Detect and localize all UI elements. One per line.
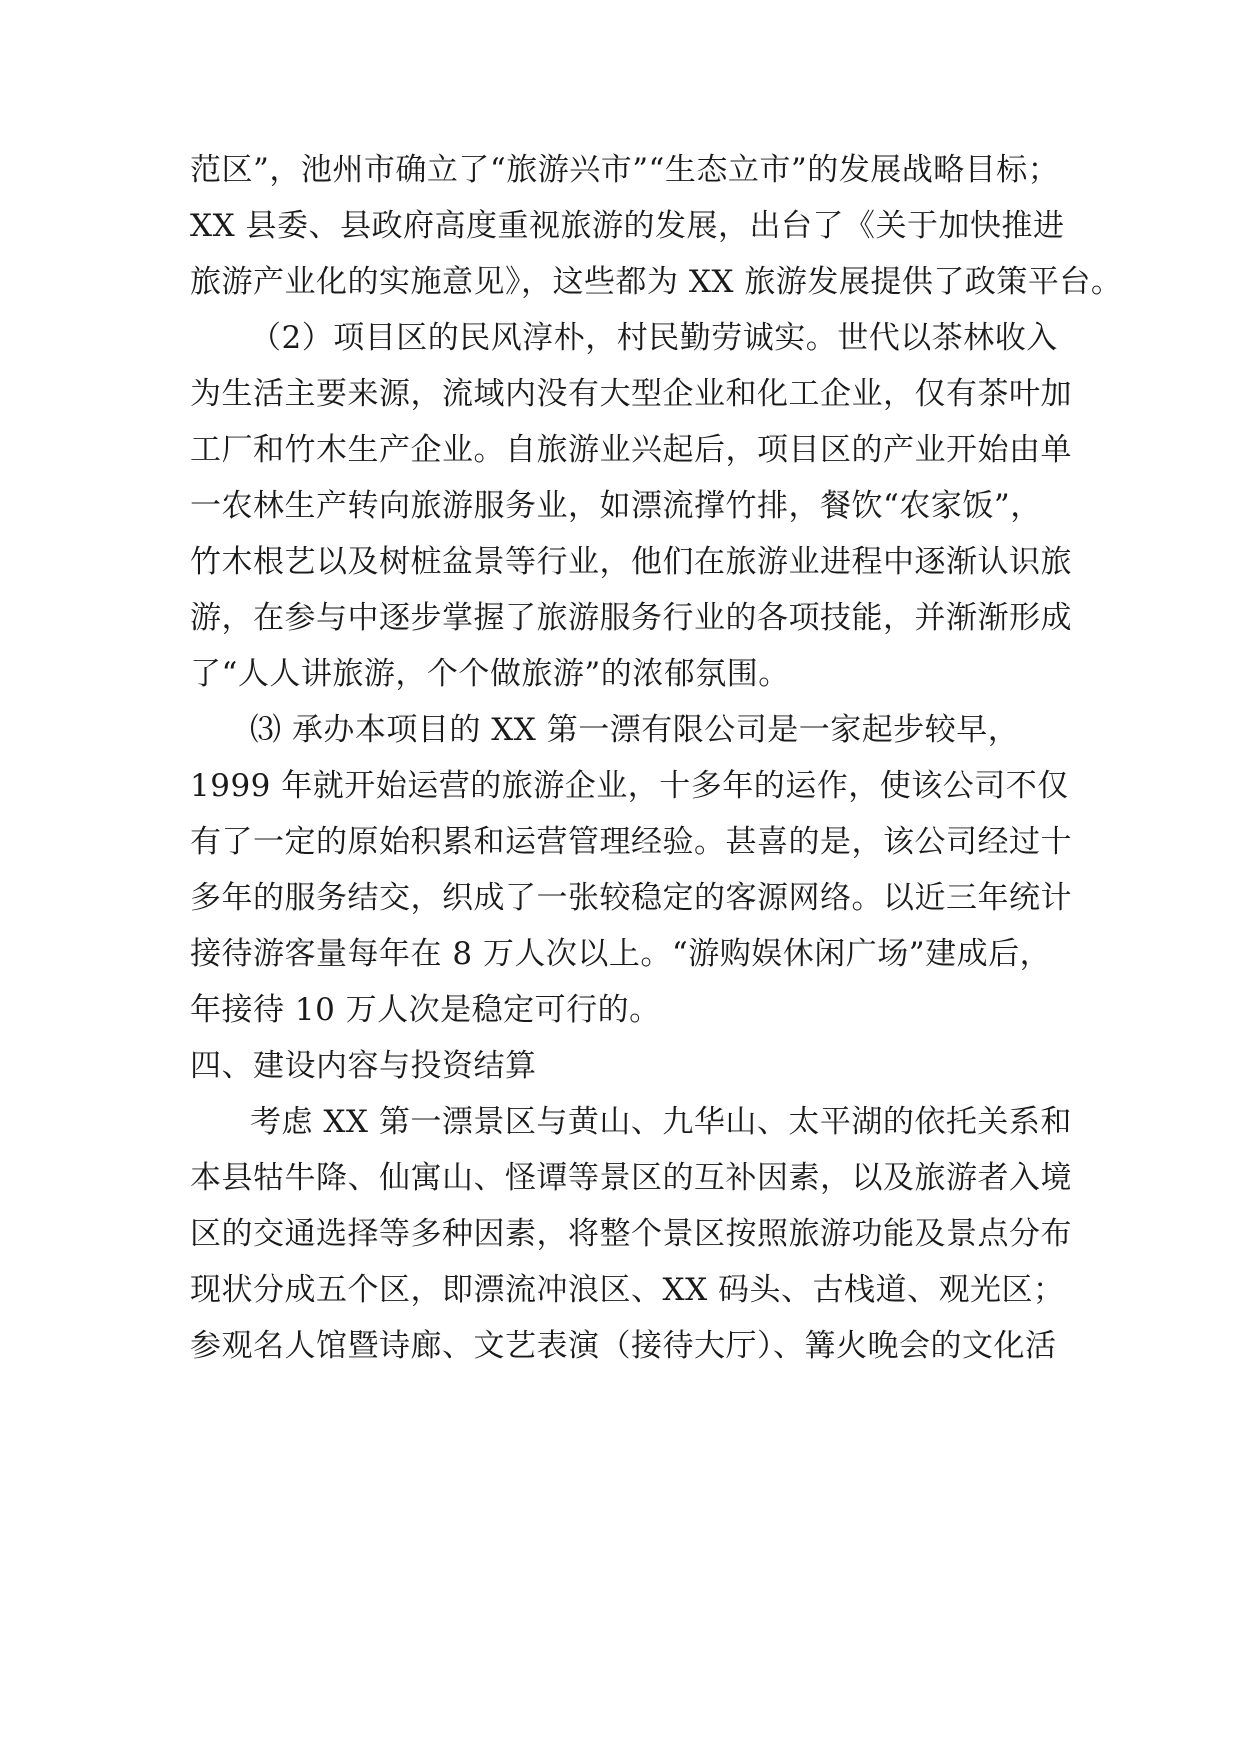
paragraph-line: 本县牯牛降、仙寓山、怪谭等景区的互补因素，以及旅游者入境	[190, 1160, 1072, 1196]
paragraph-line: 一农林生产转向旅游服务业，如漂流撑竹排，餐饮“农家饭”，	[190, 488, 1042, 524]
paragraph-line: 竹木根艺以及树桩盆景等行业，他们在旅游业进程中逐渐认识旅	[190, 544, 1072, 580]
paragraph-line: 游，在参与中逐步掌握了旅游服务行业的各项技能，并渐渐形成	[190, 600, 1072, 636]
paragraph-line: （2）项目区的民风淳朴，村民勤劳诚实。世代以茶林收入	[250, 320, 1058, 356]
paragraph-line: 参观名人馆暨诗廊、文艺表演（接待大厅）、篝火晚会的文化活	[190, 1328, 1057, 1364]
paragraph-line: 区的交通选择等多种因素，将整个景区按照旅游功能及景点分布	[190, 1216, 1072, 1252]
paragraph-line: 范区”，池州市确立了“旅游兴市”“生态立市”的发展战略目标；	[190, 152, 1060, 188]
paragraph-line: 现状分成五个区，即漂流冲浪区、XX 码头、古栈道、观光区；	[190, 1272, 1065, 1308]
paragraph-line: 有了一定的原始积累和运营管理经验。甚喜的是，该公司经过十	[190, 824, 1072, 860]
paragraph-line: 接待游客量每年在 8 万人次以上。“游购娱休闲广场”建成后，	[190, 936, 1052, 972]
paragraph-line: 1999 年就开始运营的旅游企业，十多年的运作，使该公司不仅	[190, 768, 1069, 804]
paragraph-line: ⑶ 承办本项目的 XX 第一漂有限公司是一家起步较早，	[250, 712, 1020, 748]
section-heading: 四、建设内容与投资结算	[190, 1048, 537, 1084]
paragraph-line: 年接待 10 万人次是稳定可行的。	[190, 992, 661, 1028]
paragraph-line: 旅游产业化的实施意见》，这些都为 XX 旅游发展提供了政策平台。	[190, 264, 1123, 300]
paragraph-line: 多年的服务结交，织成了一张较稳定的客源网络。以近三年统计	[190, 880, 1072, 916]
paragraph-line: 工厂和竹木生产企业。自旅游业兴起后，项目区的产业开始由单	[190, 432, 1072, 468]
paragraph-line: 考虑 XX 第一漂景区与黄山、九华山、太平湖的依托关系和	[250, 1104, 1072, 1140]
paragraph-line: 了“人人讲旅游，个个做旅游”的浓郁氛围。	[190, 656, 790, 692]
paragraph-line: 为生活主要来源，流域内没有大型企业和化工企业，仅有茶叶加	[190, 376, 1072, 412]
paragraph-line: XX 县委、县政府高度重视旅游的发展，出台了《关于加快推进	[190, 208, 1065, 244]
